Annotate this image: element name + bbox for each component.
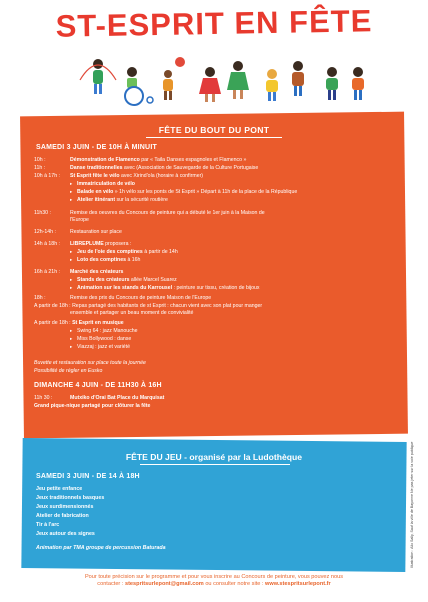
sub-item: ▸ Atelier itinérant sur la sécurité routière [70, 197, 168, 203]
kid-wheelchair [125, 67, 153, 105]
sub-item: ▸ Loto des comptines à 16h [70, 257, 141, 263]
sub-item: ▸ Balade en vélo » 1h vélo sur les ponts de St Esprit » Départ à 11h de la place de la République [70, 189, 298, 195]
kid-orange [352, 67, 364, 100]
jeu-item: Jeu petite enfance [36, 486, 83, 492]
children-illustration [60, 52, 370, 108]
repas-line: A partir de 18h : Repas partagé des habitants de st Esprit : chacun vient avec son plat pour manger [34, 303, 263, 309]
contact-email[interactable]: stespritsurlepont@gmail.com [124, 581, 204, 588]
section-heading: FÊTE DU BOUT DU PONT [158, 125, 270, 135]
bout-du-pont-section: FÊTE DU BOUT DU PONT SAMEDI 3 JUIN - DE 10H À MINUIT 10h : Démonstration de Flamenco par « Taila Danses espagnoles et Flamenco » 11h : Danse traditionnelles avec (Association de Sauvegarde de la Culture Portugaise 10h à 17h : St Esprit fête le vélo avec Xirind'ola (horaire à confirmer) ▸ Immatriculation de vélo ▸ Balade en vélo » 1h vélo sur les ponts de St Esprit » Départ à 11h de la place de la République ▸ Atelier itinérant sur la sécurité routière 11h30 : Remise des oeuvres du Concours de peinture qui a débuté le 1er juin à la Maison de l'Europe 12h-14h : Restauration sur place 14h à 18h : LIBREPLUME proposera : ▸ Jeu de l'oie des comptines à partir de 14h ▸ Loto des comptines à 16h 16h à 21h : Marché des créateurs ▸ Stands des créateurs allée Marcel Suarez ▸ Animation sur les stands du Karrousel : peinture sur tissu, création de bijoux 18h : Remise des prix du Concours de peinture Maison de l'Europe A partir de 18h : Repas partagé des habitants de st Esprit : chacun vient avec son plat pour manger ensemble et partager un beau moment de convivialité A partir de 18h : St Esprit en musique ▸ Swing 64 : jazz Manouche ▸ Miss Bollywood : danse ▸ Viazzaj : jazz et variété Buvette et restauration sur place toute la journée Possibilité de régler en Eusko DIMANCHE 4 JUIN - DE 11H30 À 16H 11h 30 : Mutxiko d'Orai Bat Place du Marquisat Grand pique-nique partagé pour clôturer la fête [22, 114, 406, 436]
jeu-item: Jeux surdimensionnés [36, 504, 94, 510]
sub-item: ▸ Animation sur les stands du Karrousel : peinture sur tissu, création de bijoux [70, 285, 260, 291]
kid-yellow [266, 69, 278, 101]
row-title: Danse traditionnelles [70, 165, 123, 171]
kid-green-shirt [326, 67, 338, 100]
eusko-note: Possibilité de régler en Eusko [34, 368, 103, 374]
row-title: St Esprit fête le vélo [70, 173, 120, 179]
illustration-credit: Illustration : Alix Sally, Sauf la ville de Bayonne Ne pas jeter sur la voie publique [410, 441, 414, 568]
kid-ball [163, 57, 185, 100]
animation-note: Animation par TMA groupe de percussion Baturada [36, 545, 166, 551]
row-detail: avec Xirind'ola (horaire à confirmer) [119, 173, 204, 179]
footer-line: contacter : stespritsurlepont@gmail.com ou consulter notre site : www.stespritsurlepont.fr [97, 581, 331, 588]
kid-red-dress [199, 67, 221, 102]
heading-underline [140, 464, 290, 465]
buvette-note: Buvette et restauration sur place toute la journée [34, 360, 146, 366]
kid-kite [292, 61, 304, 96]
row-detail: par « Taila Danses espagnoles et Flamenco » [139, 157, 247, 163]
jeu-item: Jeux autour des signes [36, 531, 95, 537]
day-heading: SAMEDI 3 JUIN - DE 10H À MINUIT [36, 144, 157, 151]
kid-jump-rope [80, 59, 116, 94]
fete-du-jeu-section [22, 440, 406, 570]
heading-underline [146, 137, 282, 138]
sub-item: ▸ Immatriculation de vélo [70, 181, 135, 187]
row-time: 11h : [34, 165, 46, 171]
footer-line: Pour toute précision sur le programme et pour vous inscrire au Concours de peinture, vous pouvez nous [84, 574, 344, 580]
day-heading: SAMEDI 3 JUIN - DE 14 À 18H [36, 473, 140, 480]
music-item: ▸ Swing 64 : jazz Manouche [70, 328, 138, 334]
row-time: 10h : [34, 157, 46, 163]
sub-item: ▸ Jeu de l'oie des comptines à partir de 14h [70, 249, 178, 255]
music-item: ▸ Viazzaj : jazz et variété [70, 344, 130, 350]
footer-contact [0, 574, 428, 589]
jeu-item: Tir à l'arc [36, 522, 60, 528]
kid-green-dress [227, 61, 249, 99]
day-heading: DIMANCHE 4 JUIN - DE 11H30 À 16H [34, 382, 162, 389]
row-time: 10h à 17h : [34, 173, 60, 179]
website-link[interactable]: www.stespritsurlepont.fr [265, 581, 331, 588]
musique-line: A partir de 18h : St Esprit en musique [34, 320, 124, 326]
jeu-item: Atelier de fabrication [36, 513, 89, 519]
row-detail: avec (Association de Sauvegarde de la Culture Portugaise [122, 165, 259, 171]
poster-title: ST-ESPRIT EN FÊTE [55, 3, 373, 44]
sub-item: ▸ Stands des créateurs allée Marcel Suarez [70, 277, 177, 283]
section-heading: FÊTE DU JEU - organisé par la Ludothèque [125, 452, 303, 462]
repas-line: ensemble et partager un beau moment de convivialité [70, 310, 194, 316]
music-item: ▸ Miss Bollywood : danse [70, 336, 132, 342]
row-title: Démonstration de Flamenco [70, 157, 140, 163]
picnic-line: Grand pique-nique partagé pour clôturer la fête [34, 403, 151, 409]
jeu-item: Jeux traditionnels basques [36, 495, 105, 501]
